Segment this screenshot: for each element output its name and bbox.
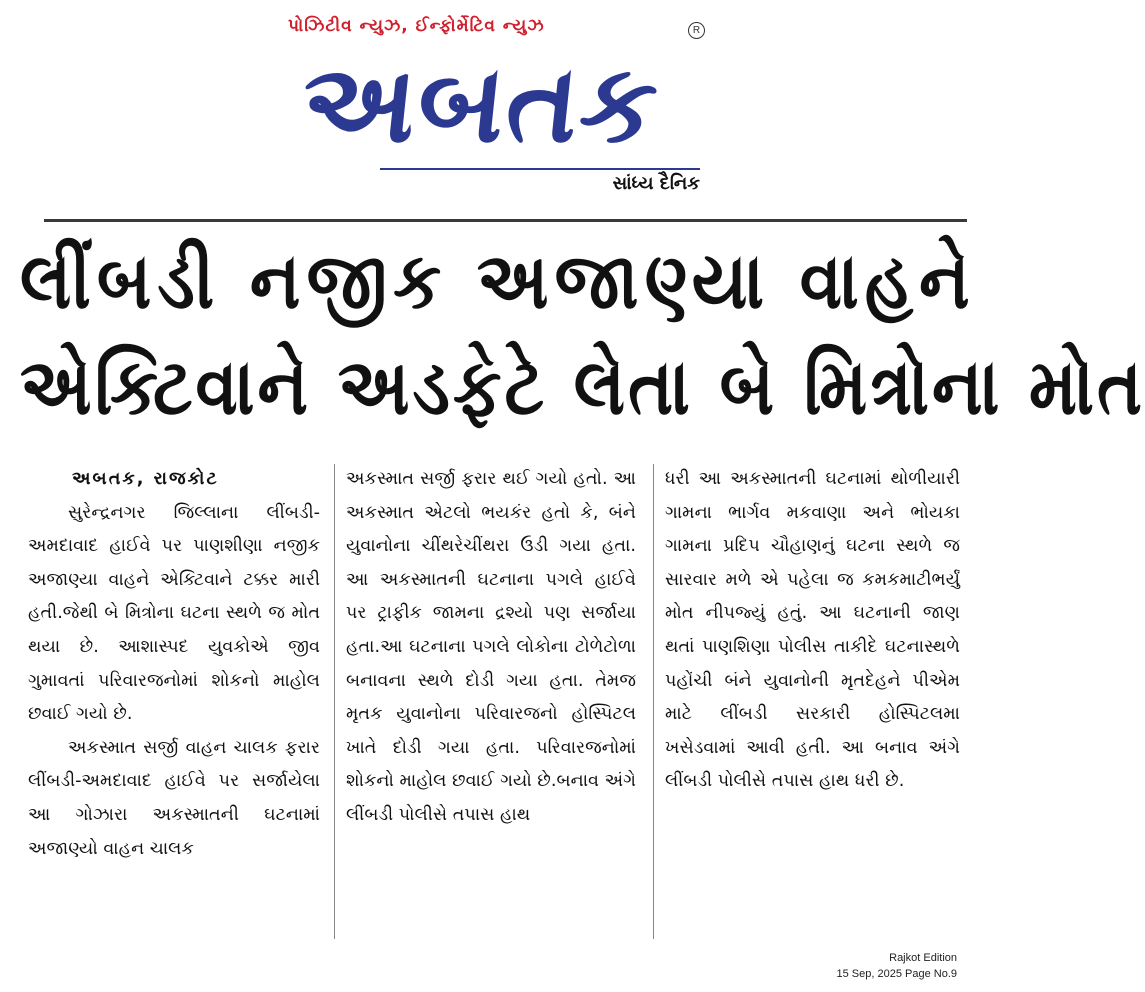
masthead-tagline: પોઝિટીવ ન્યુઝ, ઈન્ફોર્મેટિવ ન્યુઝ — [288, 16, 545, 36]
headline-line-1: લીંબડી નજીક અજાણ્યા વાહને — [20, 236, 976, 327]
article-column-1 — [28, 463, 320, 943]
date-page-label: 15 Sep, 2025 Page No.9 — [836, 968, 957, 980]
article-paragraph: અકસ્માત સર્જી વાહન ચાલક ફરાર લીંબડી-અમદાવાદ હાઈવે પર સર્જાયેલા આ ગોઝારા અકસ્માતની ઘટનામાં અજાણ્યો વાહન ચાલક — [28, 737, 320, 859]
column-divider — [334, 464, 335, 939]
masthead-logo: અબતક — [295, 42, 666, 167]
edition-label: Rajkot Edition — [889, 952, 957, 964]
article-column-3 — [665, 463, 960, 943]
article-paragraph: અકસ્માત સર્જી ફરાર થઈ ગયો હતો. આ અકસ્માત એટલો ભયકંર હતો કે, બંને યુવાનોના ચીંથરેચીંથરા ઉડી ગયા હતા. આ અકસ્માતની ઘટનાના પગલે હાઈવે પર ટ્રાફીક જામના દ્રશ્યો પણ સર્જાયા હતા.આ ઘટનાના પગલે લોકોના ટોળેટોળા બનાવના સ્થળે દોડી ગયા હતા. તેમજ મૃતક યુવાનોના પરિવારજનો હોસ્પિટલ ખાતે દોડી ગયા હતા. પરિવારજનોમાં શોકનો માહોલ છવાઈ ગયો છે.બનાવ અંગે લીંબડી પોલીસે તપાસ હાથ — [346, 469, 637, 825]
article-headline — [20, 236, 1145, 433]
header-divider — [44, 219, 967, 222]
masthead-subtitle: સાંધ્ય દૈનિક — [612, 173, 700, 194]
logo-underline — [380, 168, 700, 170]
article-dateline: અબતક, રાજકોટ — [72, 469, 219, 489]
registered-trademark-icon: R — [688, 22, 705, 39]
article-paragraph: સુરેન્દ્રનગર જિલ્લાના લીંબડી-અમદાવાદ હાઈવે પર પાણશીણા નજીક અજાણ્યા વાહને એક્ટિવાને ટક્કર મારી હતી.જેથી બે મિત્રોના ઘટના સ્થળે જ મોત થયા છે. આશાસ્પદ યુવકોએ જીવ ગુમાવતાં પરિવારજનોમાં શોકનો માહોલ છવાઈ ગયો છે. — [28, 502, 320, 725]
headline-line-2: એક્ટિવાને અડફેટે લેતા બે મિત્રોના મોત — [20, 342, 1145, 433]
page-footer — [837, 950, 957, 982]
article-paragraph: ધરી આ અકસ્માતની ઘટનામાં થોળીયારી ગામના ભાર્ગવ મકવાણા અને ભોયકા ગામના પ્રદિપ ચૌહાણનું ઘટના સ્થળે જ સારવાર મળે એ પહેલા જ કમકમાટીભર્યું મોત નીપજ્યું હતું. આ ઘટનાની જાણ થતાં પાણશિણા પોલીસ તાકીદે ઘટનાસ્થળે પહોંચી બંને યુવાનોની મૃતદેહને પીએમ માટે લીંબડી સરકારી હોસ્પિટલમા ખસેડવામાં આવી હતી. આ બનાવ અંગે લીંબડી પોલીસે તપાસ હાથ ધરી છે. — [665, 469, 960, 792]
article-body — [28, 463, 960, 943]
column-divider — [653, 464, 654, 939]
article-column-2 — [346, 463, 636, 943]
masthead — [0, 0, 967, 225]
